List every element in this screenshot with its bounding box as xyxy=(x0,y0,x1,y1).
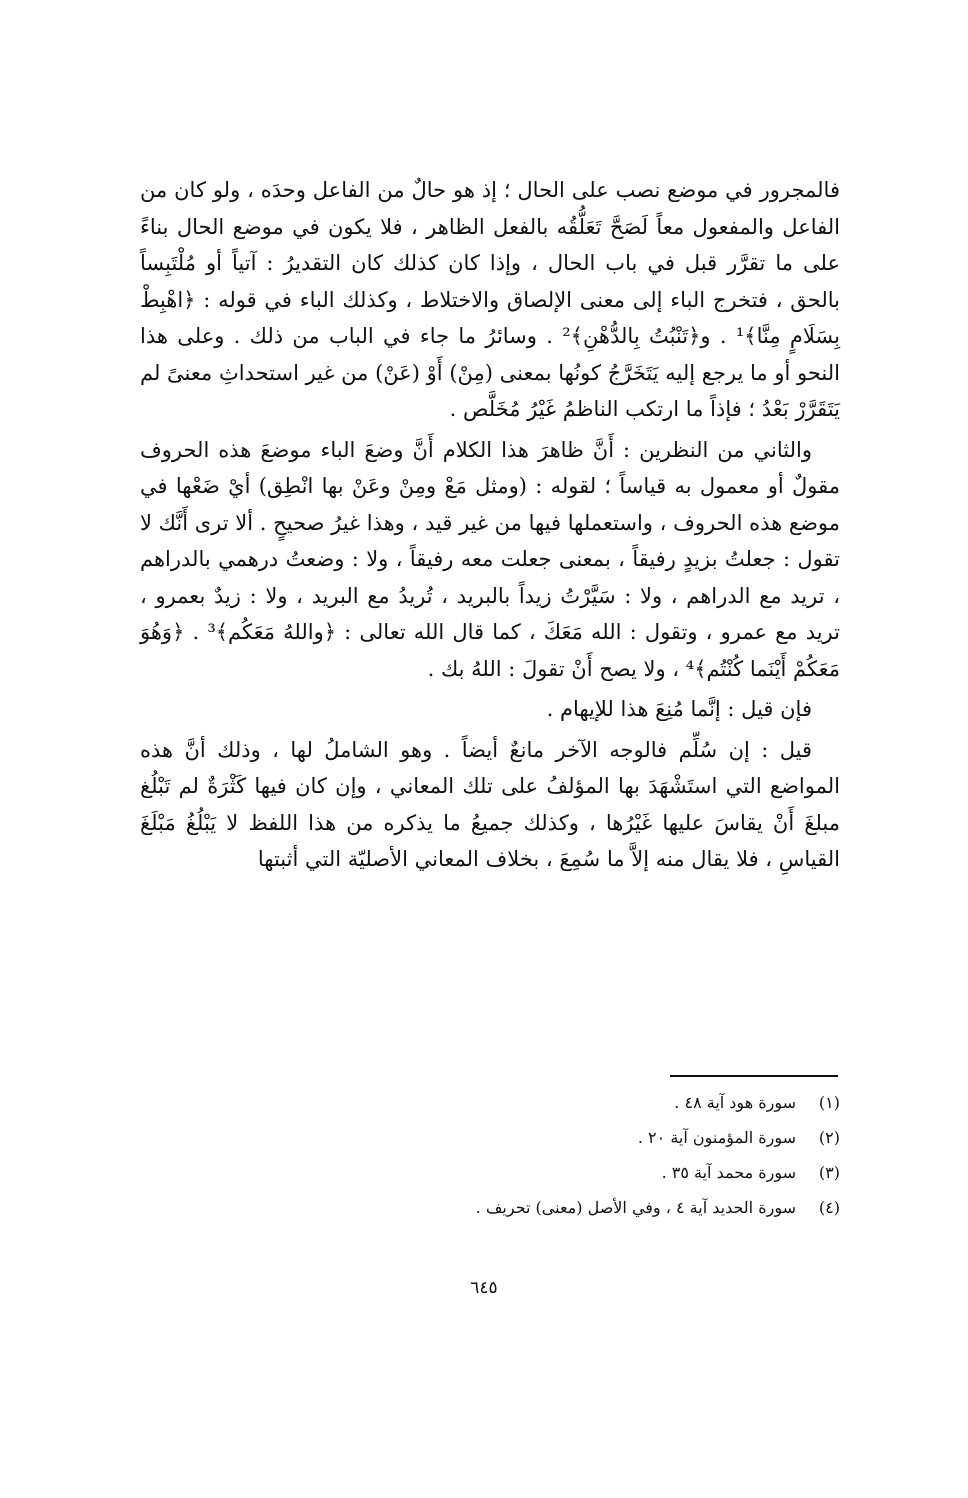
footnote-number: (٢) xyxy=(818,1128,840,1147)
footnote-number: (٣) xyxy=(818,1163,840,1182)
paragraph-2: والثاني من النظرين : أَنَّ ظاهرَ هذا الكلام أَنَّ وضعَ الباء موضعَ هذه الحروف مقولٌ أو معمول به قياساً ؛ لقوله : (ومثل مَعْ ومِنْ وعَنْ بها انْطِق) أيْ ضَعْها في موضع هذه الحروف ، واستعملها فيها من غير قيد ، وهذا غيرُ صحيحٍ . ألا ترى أَنَّك لا تقول : جعلتُ بزيدٍ رفيقاً ، بمعنى جعلت معه رفيقاً ، ولا : وضعتُ درهمي بالدراهم ، تريد مع الدراهم ، ولا : سَيَّرْتُ زيداً بالبريد ، تُريدُ مع البريد ، ولا : زيدٌ بعمرو ، تريد مع عمرو ، وتقول : الله مَعَكَ ، كما قال الله تعالى : ﴿واللهُ مَعَكُم﴾³ . ﴿وَهُوَ مَعَكُمْ أَيْنَما كُنْتُم﴾⁴ ، ولا يصح أَنْ تقولَ : اللهُ بك . xyxy=(140,437,840,681)
main-text xyxy=(140,172,840,878)
footnote-text: سورة هود آية ٤٨ . xyxy=(674,1093,796,1112)
footnote-text: سورة محمد آية ٣٥ . xyxy=(661,1163,796,1182)
footnote-item xyxy=(380,1198,840,1233)
paragraph-1: فالمجرور في موضع نصب على الحال ؛ إذ هو حالٌ من الفاعل وحدَه ، ولو كان من الفاعل والمفعول معاً لَصَحَّ تَعَلُّقُه بالفعل الظاهر ، فلا يكون في موضع الحال بناءً على ما تقرَّر قبل في باب الحال ، وإذا كان كذلك كان التقديرُ : آتياً أو مُلْتَبِساً بالحق ، فتخرج الباء إلى معنى الإلصاق والاختلاط ، وكذلك الباء في قوله : ﴿اهْبِطْ بِسَلَامٍ مِنَّا﴾¹ . و﴿تَنْبُتُ بِالدُّهْنِ﴾² . وسائرُ ما جاء في الباب من ذلك . وعلى هذا النحو أو ما يرجع إليه يَتَخَرَّجُ كونُها بمعنى (مِنْ) أَوْ (عَنْ) من غير استحداثِ معنىً لم يَتَقَرَّرْ بَعْدُ ؛ فإذاً ما ارتكب الناظمُ غَيْرُ مُخَلَّص . xyxy=(140,178,840,421)
footnote-item xyxy=(380,1163,840,1198)
footnote-number: (٤) xyxy=(818,1198,840,1217)
footnote-text: سورة الحديد آية ٤ ، وفي الأصل (معنى) تحريف . xyxy=(475,1198,796,1217)
footnote-text: سورة المؤمنون آية ٢٠ . xyxy=(637,1128,796,1147)
paragraph-3: فإن قيل : إنَّما مُنِعَ هذا للإيهام . xyxy=(546,697,812,721)
footnote-item xyxy=(380,1093,840,1128)
footnotes xyxy=(380,1093,840,1233)
footnote-separator xyxy=(670,1075,838,1077)
page-number: ٦٤٥ xyxy=(470,1278,498,1298)
paragraph-4: قيل : إن سُلِّم فالوجه الآخر مانعٌ أيضاً . وهو الشاملُ لها ، وذلك أنَّ هذه المواضع التي استَشْهَدَ بها المؤلفُ على تلك المعاني ، وإن كان فيها كَثْرَةٌ لم تَبْلُغ مبلغَ أَنْ يقاسَ عليها غَيْرُها ، وكذلك جميعُ ما يذكره من هذا اللفظ لا يَبْلُغُ مَبْلَغَ القياسِ ، فلا يقال منه إلاَّ ما سُمِعَ ، بخلاف المعاني الأصليّة التي أثبتها xyxy=(140,737,840,871)
footnote-number: (١) xyxy=(818,1093,840,1112)
footnote-item xyxy=(380,1128,840,1163)
